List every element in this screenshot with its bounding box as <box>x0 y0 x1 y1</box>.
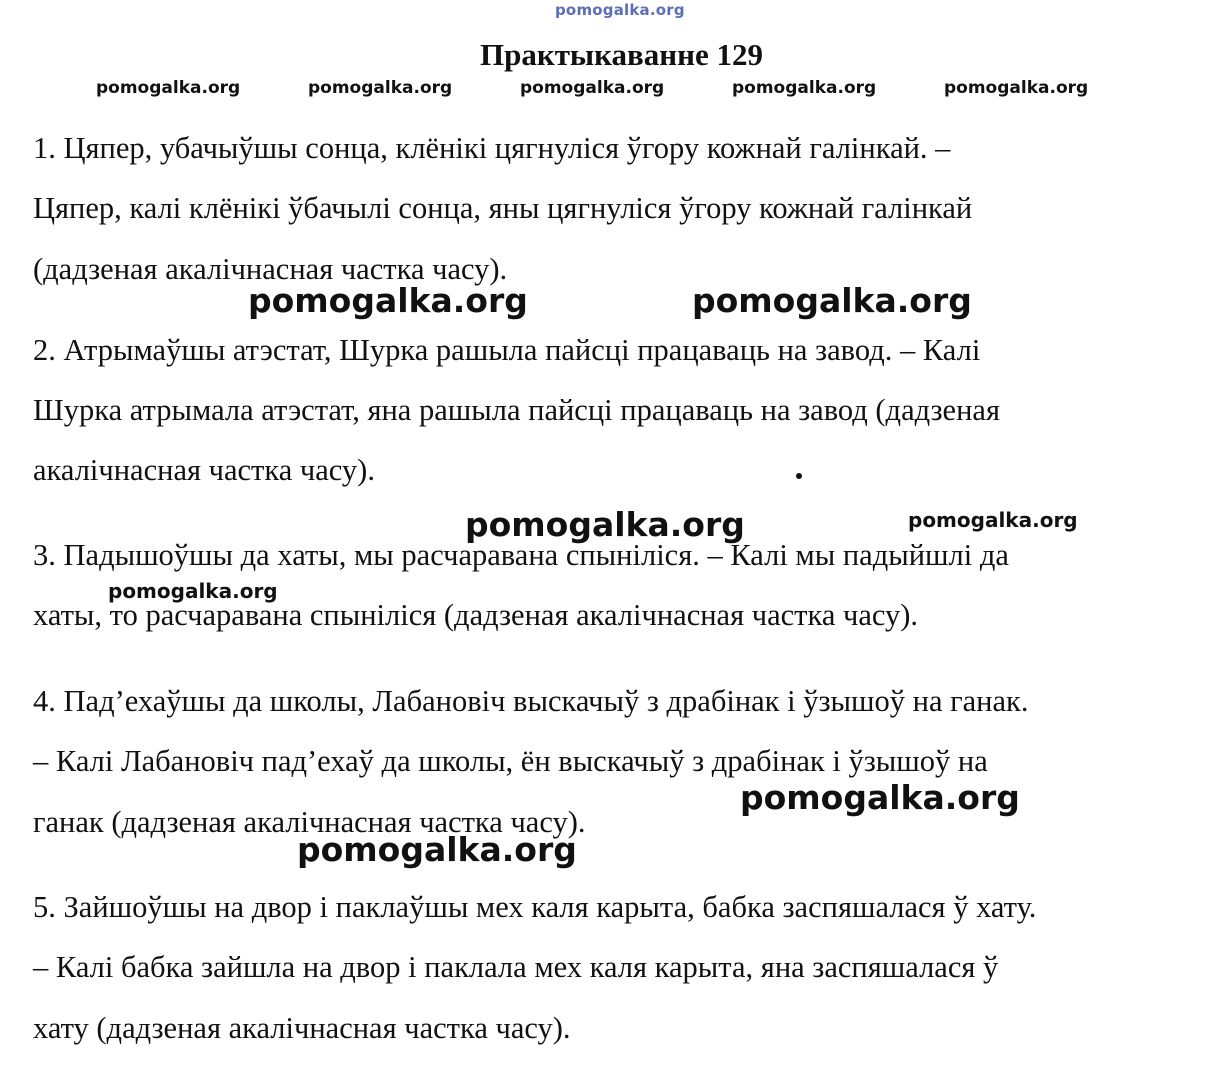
watermark-row-5: pomogalka.org <box>944 78 1089 98</box>
watermark-row-2: pomogalka.org <box>308 78 453 98</box>
watermark-top: pomogalka.org <box>555 1 685 19</box>
watermark-overlay-3: pomogalka.org <box>465 505 745 544</box>
item-1-line-2: Цяпер, калі клёнікі ўбачылі сонца, яны цягнуліся ўгору кожнай галінкай <box>33 191 973 225</box>
watermark-row-1: pomogalka.org <box>96 78 241 98</box>
item-4-line-2: – Калі Лабановіч пад’ехаў да школы, ён выскачыў з драбінак і ўзышоў на <box>33 744 988 778</box>
item-1-line-3: (дадзеная акалічнасная частка часу). <box>33 252 508 286</box>
watermark-overlay-2: pomogalka.org <box>692 281 972 320</box>
item-5-line-2: – Калі бабка зайшла на двор і паклала мех каля карыта, яна заспяшалася ў <box>33 950 999 984</box>
item-4-line-1: 4. Пад’ехаўшы да школы, Лабановіч выскачыў з драбінак і ўзышоў на ганак. <box>33 684 1029 718</box>
item-3-line-1: 3. Падышоўшы да хаты, мы расчаравана спыніліся. – Калі мы падыйшлі да <box>33 538 1009 572</box>
watermark-overlay-4: pomogalka.org <box>908 508 1078 532</box>
item-1-line-1: 1. Цяпер, убачыўшы сонца, клёнікі цягнуліся ўгору кожнай галінкай. – <box>33 131 951 165</box>
item-2-line-1: 2. Атрымаўшы атэстат, Шурка рашыла пайсці працаваць на завод. – Калі <box>33 333 981 367</box>
item-5-line-3: хату (дадзеная акалічнасная частка часу). <box>33 1011 571 1045</box>
stray-dot <box>796 473 802 479</box>
item-5-line-1: 5. Зайшоўшы на двор і паклаўшы мех каля карыта, бабка заспяшалася ў хату. <box>33 890 1037 924</box>
item-4-line-3: ганак (дадзеная акалічнасная частка часу). <box>33 805 586 839</box>
page-title: Практыкаванне 129 <box>479 37 763 72</box>
watermark-overlay-7: pomogalka.org <box>297 830 577 869</box>
watermark-row-3: pomogalka.org <box>520 78 665 98</box>
watermark-overlay-1: pomogalka.org <box>248 281 528 320</box>
item-2-line-3: акалічнасная частка часу). <box>33 453 375 487</box>
item-2-line-2: Шурка атрымала атэстат, яна рашыла пайсці працаваць на завод (дадзеная <box>33 393 1000 427</box>
item-3-line-2: хаты, то расчаравана спыніліся (дадзеная акалічнасная частка часу). <box>33 598 919 632</box>
watermark-overlay-5: pomogalka.org <box>108 579 278 603</box>
watermark-row-4: pomogalka.org <box>732 78 877 98</box>
watermark-overlay-6: pomogalka.org <box>740 778 1020 817</box>
